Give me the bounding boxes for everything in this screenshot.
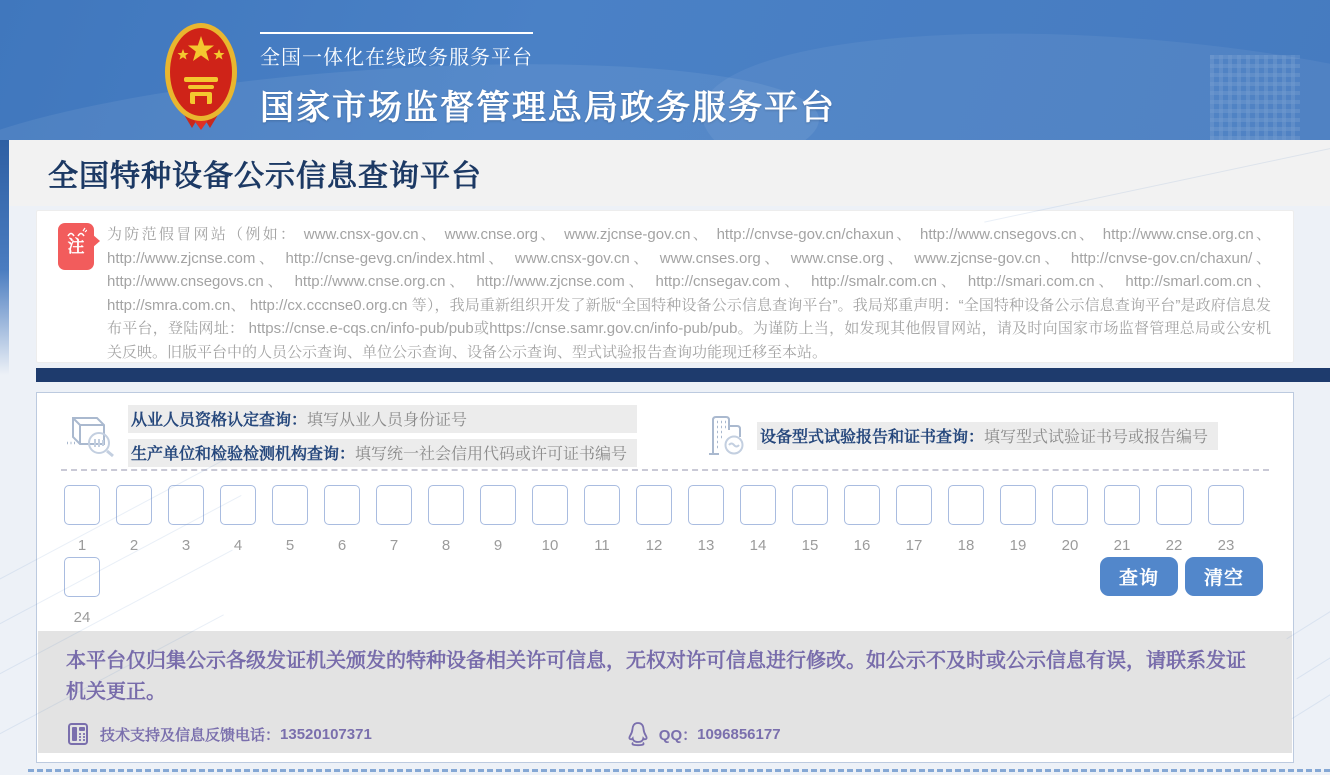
char-box-cell [272, 485, 308, 557]
query-instructions-row [37, 393, 1293, 465]
char-input-box-7[interactable] [376, 485, 412, 525]
left-edge-decoration [0, 140, 9, 375]
char-box-cell [844, 485, 880, 557]
notice-icon-label: 注 [67, 237, 85, 256]
char-box-number: 14 [749, 537, 767, 554]
page-title-bar [0, 140, 1330, 206]
clear-button[interactable]: 清空 [1185, 557, 1263, 596]
char-input-box-22[interactable] [1156, 485, 1192, 525]
header-subtitle: 全国一体化在线政务服务平台 [260, 32, 533, 70]
support-phone-number: 13520107371 [280, 725, 372, 743]
char-input-box-13[interactable] [688, 485, 724, 525]
char-box-number: 10 [541, 537, 559, 554]
char-box-cell [896, 485, 932, 557]
char-box-number: 9 [493, 537, 503, 554]
char-input-box-9[interactable] [480, 485, 516, 525]
char-box-cell [168, 485, 204, 557]
contact-row [66, 721, 1247, 747]
org-query-line [128, 439, 637, 467]
device-query-block [707, 412, 1218, 461]
char-box-cell [1208, 485, 1244, 557]
person-query-line [128, 405, 637, 433]
device-query-line [757, 422, 1218, 450]
char-box-cell [1000, 485, 1036, 557]
char-box-cell [376, 485, 412, 557]
char-box-number: 5 [285, 537, 295, 554]
char-input-box-2[interactable] [116, 485, 152, 525]
char-box-number: 18 [957, 537, 975, 554]
char-box-cell [532, 485, 568, 557]
person-query-hint: 填写从业人员身份证号 [307, 412, 468, 429]
char-input-box-12[interactable] [636, 485, 672, 525]
char-input-box-23[interactable] [1208, 485, 1244, 525]
char-box-cell [116, 485, 152, 557]
search-button[interactable]: 查询 [1100, 557, 1178, 596]
char-box-grid [64, 485, 1260, 629]
national-emblem-icon [164, 22, 238, 139]
char-box-cell [688, 485, 724, 557]
char-input-box-11[interactable] [584, 485, 620, 525]
person-query-label: 从业人员资格认定查询： [131, 412, 308, 429]
char-input-box-17[interactable] [896, 485, 932, 525]
char-box-number: 8 [441, 537, 451, 554]
fax-icon [66, 722, 90, 746]
notice-icon [58, 223, 94, 270]
anti-fake-notice-card [36, 210, 1294, 363]
char-input-box-21[interactable] [1104, 485, 1140, 525]
header-title: 国家市场监督管理总局政务服务平台 [260, 89, 836, 127]
support-phone-label: 技术支持及信息反馈电话： [100, 726, 281, 744]
navy-divider-bar [36, 368, 1330, 382]
char-box-cell [428, 485, 464, 557]
char-input-box-3[interactable] [168, 485, 204, 525]
query-panel [36, 392, 1294, 763]
char-box-cell [1052, 485, 1088, 557]
package-search-icon [64, 410, 116, 463]
device-query-hint: 填写型式试验证书号或报告编号 [983, 429, 1208, 446]
qq-icon [627, 721, 649, 747]
char-input-box-20[interactable] [1052, 485, 1088, 525]
char-box-number: 15 [801, 537, 819, 554]
char-input-box-10[interactable] [532, 485, 568, 525]
char-box-cell [948, 485, 984, 557]
char-box-number: 11 [594, 537, 610, 554]
char-input-box-5[interactable] [272, 485, 308, 525]
char-box-cell [64, 485, 100, 557]
background-pattern-line [1291, 602, 1330, 719]
panel-footer [38, 631, 1292, 753]
qq-label: QQ： [658, 726, 698, 744]
char-box-number: 2 [129, 537, 139, 554]
building-search-icon [707, 412, 747, 461]
char-box-number: 6 [337, 537, 347, 554]
disclaimer-text: 本平台仅归集公示各级发证机关颁发的特种设备相关许可信息，无权对许可信息进行修改。如公示不及时或公示信息有误，请联系发证机关更正。 [66, 650, 1246, 703]
char-box-cell [1104, 485, 1140, 557]
char-input-box-24[interactable] [64, 557, 100, 597]
char-box-cell [64, 557, 100, 629]
char-box-cell [324, 485, 360, 557]
qq-number: 1096856177 [697, 725, 781, 743]
code-entry-area [37, 471, 1293, 629]
page-title: 全国特种设备公示信息查询平台 [48, 160, 482, 193]
char-box-number: 19 [1009, 537, 1027, 554]
char-box-number: 3 [181, 537, 191, 554]
char-input-box-15[interactable] [792, 485, 828, 525]
char-input-box-8[interactable] [428, 485, 464, 525]
char-box-cell [792, 485, 828, 557]
action-buttons [1100, 557, 1263, 596]
char-box-number: 23 [1217, 537, 1235, 554]
char-input-box-16[interactable] [844, 485, 880, 525]
char-box-number: 13 [697, 537, 715, 554]
site-header [0, 0, 1330, 140]
char-box-cell [636, 485, 672, 557]
char-input-box-18[interactable] [948, 485, 984, 525]
char-box-cell [220, 485, 256, 557]
char-box-number: 21 [1113, 537, 1131, 554]
char-box-number: 7 [389, 537, 399, 554]
char-box-number: 22 [1165, 537, 1183, 554]
bottom-dashed-divider [28, 769, 1330, 772]
char-box-cell [1156, 485, 1192, 557]
char-box-number: 17 [905, 537, 923, 554]
char-input-box-6[interactable] [324, 485, 360, 525]
char-box-cell [480, 485, 516, 557]
char-box-number: 16 [853, 537, 871, 554]
background-pattern-line [1296, 562, 1330, 679]
device-query-label: 设备型式试验报告和证书查询： [759, 429, 984, 446]
org-query-label: 生产单位和检验检测机构查询： [131, 446, 356, 463]
char-box-cell [740, 485, 776, 557]
char-input-box-1[interactable] [64, 485, 100, 525]
char-input-box-19[interactable] [1000, 485, 1036, 525]
char-input-box-4[interactable] [220, 485, 256, 525]
char-box-number: 1 [77, 537, 87, 554]
char-input-box-14[interactable] [740, 485, 776, 525]
char-box-number: 12 [645, 537, 663, 554]
org-query-hint: 填写统一社会信用代码或许可证书编号 [355, 446, 628, 463]
notice-text: 为防范假冒网站（例如： www.cnsx-gov.cn、 www.cnse.org、 www.zjcnse-gov.cn、 http://cnvse-gov.cn/chaxun、 http://www.cnsegovs.cn、 http://www.cnse.org.cn、 http://www.zjcnse.com、 http://cnse-gevg.cn/index.html、 www.cnsx-gov.cn、 www.cnses.org、 www.cnse.org、 www.zjcnse-gov.cn、 http://cnvse-gov.cn/chaxun/、 http://www.cnsegovs.cn、 http://www.cnse.org.cn、 http://www.zjcnse.com、 http://cnsegav.com、 http://smalr.com.cn、 http://smari.com.cn、 http://smarl.com.cn、 http://smra.com.cn、 http://cx.cccnse0.org.cn 等），我局重新组织开发了新版“全国特种设备公示信息查询平台”。我局郑重声明：“全国特种设备公示信息查询平台”是政府信息发布平台，登陆网址： https://cnse.e-cqs.cn/info-pub/pub或https://cnse.samr.gov.cn/info-pub/pub。为谨防上当，如发现其他假冒网站，请及时向国家市场监督管理总局或公安机关反映。旧版平台中的人员公示查询、单位公示查询、设备公示查询、型式试验报告查询功能现迁移至本站。 [107, 226, 1271, 361]
header-texture-decoration [1210, 55, 1300, 140]
char-box-number: 24 [73, 609, 91, 626]
char-box-number: 4 [233, 537, 243, 554]
char-box-cell [584, 485, 620, 557]
char-box-number: 20 [1061, 537, 1079, 554]
